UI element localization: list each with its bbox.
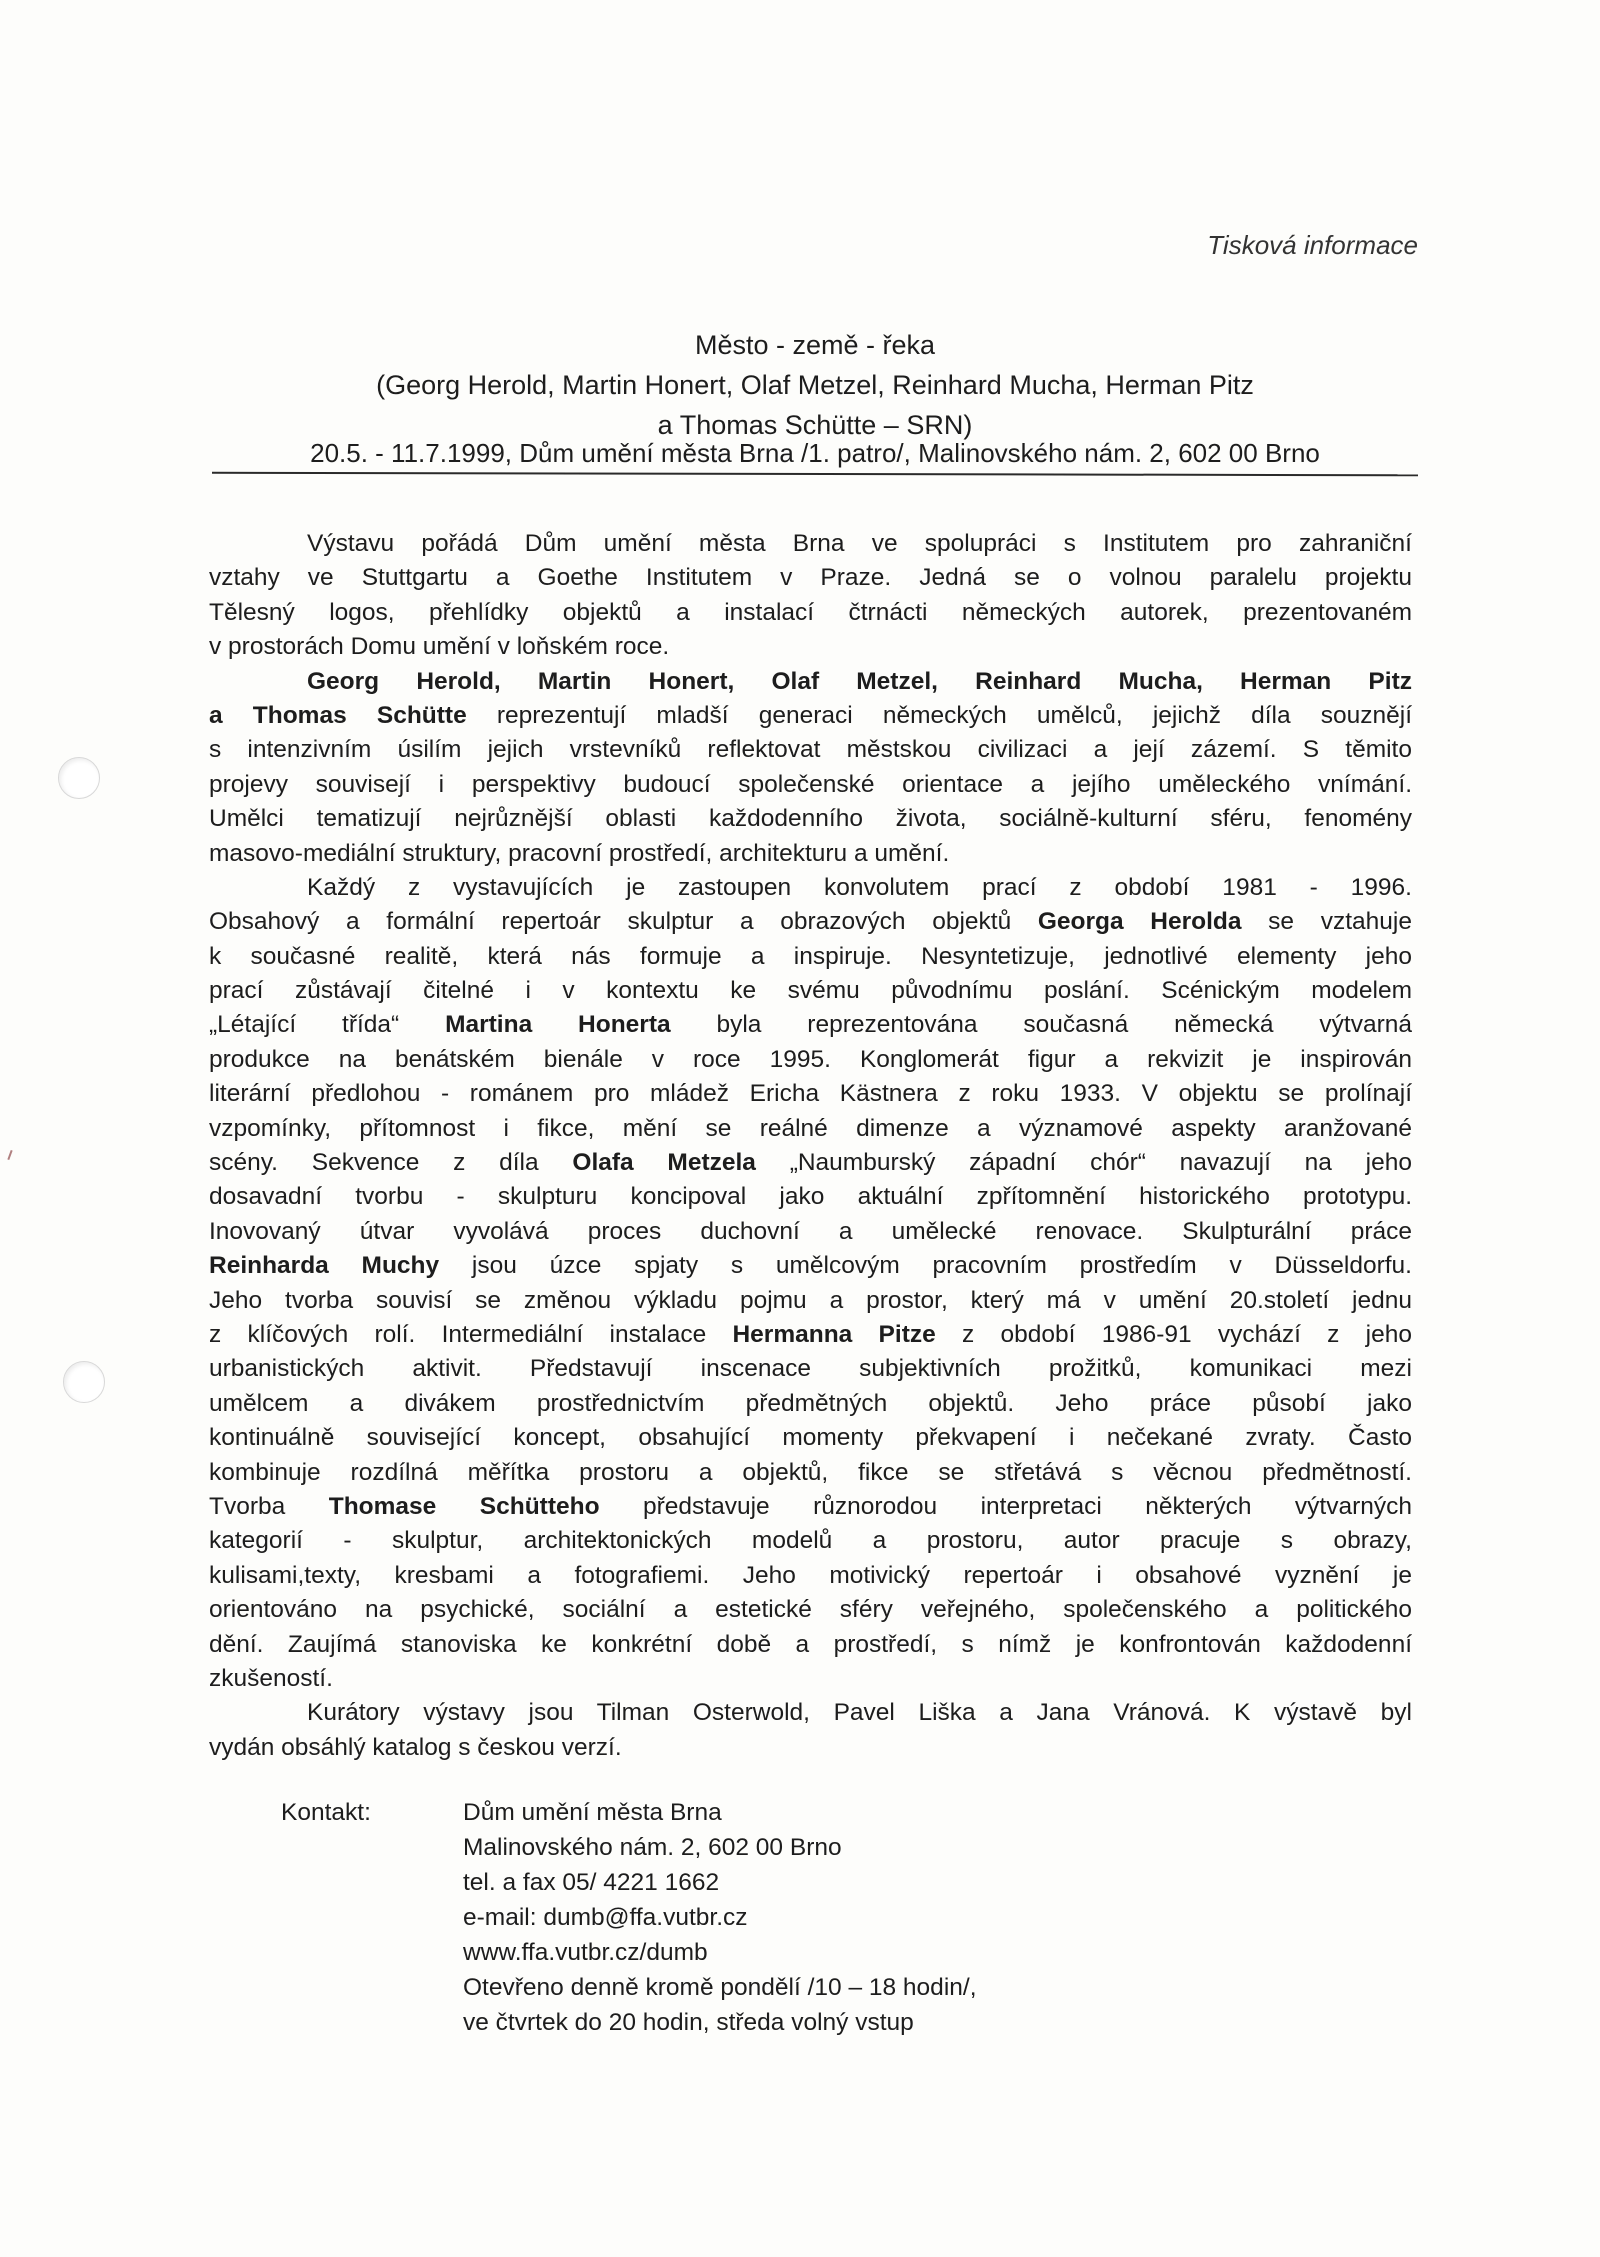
- text-segment: kontinuálně související koncept, obsahující momenty překvapení i nečekané zvraty. Často: [209, 1424, 1412, 1452]
- text-segment: k současné realitě, která nás formuje a inspiruje. Nesyntetizuje, jednotlivé elementy jeho: [209, 942, 1412, 970]
- contact-lines: [463, 1795, 977, 2040]
- text-segment: jsou úzce spjaty s umělcovým pracovním prostředím v Düsseldorfu.: [439, 1252, 1412, 1280]
- text-line: [209, 1146, 1412, 1180]
- text-segment: z období 1986-91 vychází z jeho: [935, 1320, 1413, 1348]
- text-line: [209, 940, 1412, 974]
- text-line: [209, 1284, 1412, 1318]
- press-release-label: Tisková informace: [1207, 230, 1418, 260]
- text-segment: prací zůstávají čitelné i v kontextu ke svému původnímu poslání. Scénickým modelem: [209, 977, 1412, 1005]
- text-line: [209, 1387, 1412, 1421]
- text-line: [209, 768, 1412, 802]
- text-segment: z klíčových rolí. Intermediální instalace: [209, 1320, 733, 1348]
- contact-label: Kontakt:: [281, 1799, 371, 1826]
- text-line: [209, 1318, 1412, 1352]
- text-segment: se vztahuje: [1241, 908, 1412, 936]
- text-line: [209, 561, 1412, 595]
- text-line: [209, 1731, 1412, 1765]
- text-line: [209, 837, 1412, 871]
- text-segment: projevy souvisejí i perspektivy budoucí společenské orientace a jejího uměleckého vnímání.: [209, 770, 1412, 798]
- text-segment: zkušeností.: [209, 1664, 333, 1692]
- text-segment: urbanistických aktivit. Představují inscenace subjektivních prožitků, komunikaci mezi: [209, 1355, 1412, 1383]
- text-segment: literární předlohou - románem pro mládež Ericha Kästnera z roku 1933. V objektu se prolínají: [209, 1080, 1412, 1108]
- text-segment: vzpomínky, přítomnost i fikce, mění se reálné dimenze a významové aspekty aranžované: [209, 1114, 1412, 1142]
- text-segment: kombinuje rozdílná měřítka prostoru a objektů, fikce se střetává s věcnou předmětností.: [209, 1458, 1412, 1486]
- text-segment: Umělci tematizují nejrůznější oblasti každodenního života, sociálně-kulturní sféru, fenomény: [209, 805, 1412, 833]
- text-segment: v prostorách Domu umění v loňském roce.: [209, 633, 670, 661]
- scan-speck: [7, 1150, 12, 1160]
- text-segment: Kurátory výstavy jsou Tilman Osterwold, Pavel Liška a Jana Vránová. K výstavě byl: [307, 1699, 1412, 1727]
- text-segment: Inovovaný útvar vyvolává proces duchovní a umělecké renovace. Skulpturální práce: [209, 1217, 1412, 1245]
- artist-name-bold: Georg Herold, Martin Honert, Olaf Metzel, Reinhard Mucha, Herman Pitz: [307, 667, 1412, 695]
- text-segment: „Naumburský západní chór“ navazují na jeho: [755, 1149, 1412, 1177]
- text-segment: kulisami,texty, kresbami a fotografiemi. Jeho motivický repertoár i obsahové vyznění je: [209, 1561, 1412, 1589]
- text-line: [209, 871, 1412, 905]
- contact-line: www.ffa.vutbr.cz/dumb: [463, 1939, 708, 1966]
- text-line: [209, 1352, 1412, 1386]
- punch-hole-mark: [63, 1361, 105, 1403]
- text-line: [209, 1456, 1412, 1490]
- text-segment: Každý z vystavujících je zastoupen konvolutem prací z období 1981 - 1996.: [307, 873, 1412, 901]
- contact-line: Otevřeno denně kromě pondělí /10 – 18 hodin/,: [463, 1974, 977, 2001]
- text-line: [209, 905, 1412, 939]
- text-line: [209, 596, 1412, 630]
- text-line: [209, 1180, 1412, 1214]
- artists-line: (Georg Herold, Martin Honert, Olaf Metzel, Reinhard Mucha, Herman Pitz: [376, 370, 1254, 400]
- text-segment: Jeho tvorba souvisí se změnou výkladu pojmu a prostor, který má v umění 20.století jednu: [209, 1286, 1412, 1314]
- text-segment: reprezentují mladší generaci německých umělců, jejichž díla souznějí: [466, 701, 1413, 729]
- text-segment: dosavadní tvorbu - skulpturu koncipoval jako aktuální zpřítomnění historického prototypu.: [209, 1183, 1412, 1211]
- text-segment: byla reprezentována současná německá výtvarná: [670, 1011, 1412, 1039]
- contact-line: tel. a fax 05/ 4221 1662: [463, 1869, 720, 1896]
- date-venue-line: 20.5. - 11.7.1999, Dům umění města Brna /1. patro/, Malinovského nám. 2, 602 00 Brno: [310, 438, 1320, 468]
- artist-name-bold: Hermanna Pitze: [732, 1320, 936, 1348]
- text-line: [209, 1008, 1412, 1042]
- text-line: [209, 802, 1412, 836]
- artist-name-bold: Martina Honerta: [445, 1011, 671, 1039]
- text-segment: vztahy ve Stuttgartu a Goethe Institutem v Praze. Jedná se o volnou paralelu projektu: [209, 564, 1412, 592]
- text-line: [209, 1215, 1412, 1249]
- title-line: Město - země - řeka: [694, 330, 936, 360]
- contact-line: ve čtvrtek do 20 hodin, středa volný vstup: [463, 2009, 914, 2036]
- punch-hole-mark: [58, 757, 100, 799]
- contact-line: Malinovského nám. 2, 602 00 Brno: [463, 1834, 842, 1861]
- text-line: [209, 1043, 1412, 1077]
- text-line: [209, 1696, 1412, 1730]
- artists-line: a Thomas Schütte – SRN): [657, 410, 973, 440]
- text-segment: Tělesný logos, přehlídky objektů a instalací čtrnácti německých autorek, prezentovaném: [209, 598, 1412, 626]
- artist-name-bold: a Thomas Schütte: [209, 701, 467, 729]
- document-title: [212, 325, 1418, 445]
- text-segment: produkce na benátském bienále v roce 1995. Konglomerát figur a rekvizit je inspirován: [209, 1045, 1412, 1073]
- text-segment: „Létající třída“: [209, 1011, 446, 1039]
- text-line: [209, 699, 1412, 733]
- text-line: [209, 1593, 1412, 1627]
- text-segment: umělcem a divákem prostřednictvím předmětných objektů. Jeho práce působí jako: [209, 1389, 1412, 1417]
- text-segment: představuje různorodou interpretaci některých výtvarných: [599, 1492, 1413, 1520]
- text-segment: s intenzivním úsilím jejich vrstevníků reflektovat městskou civilizaci a její zázemí. S těmito: [209, 736, 1412, 764]
- body-text: [209, 527, 1412, 1765]
- text-line: [209, 527, 1412, 561]
- text-line: [209, 630, 1412, 664]
- text-line: [209, 1421, 1412, 1455]
- text-segment: scény. Sekvence z díla: [209, 1149, 573, 1177]
- text-line: [209, 1077, 1412, 1111]
- artist-name-bold: Olafa Metzela: [572, 1149, 756, 1177]
- contact-line: Dům umění města Brna: [463, 1799, 722, 1826]
- text-segment: orientováno na psychické, sociální a estetické sféry veřejného, společenského a politického: [209, 1596, 1412, 1624]
- text-segment: masovo-mediální struktury, pracovní prostředí, architekturu a umění.: [209, 839, 950, 867]
- text-segment: Tvorba: [209, 1492, 329, 1520]
- text-line: [209, 1524, 1412, 1558]
- text-segment: vydán obsáhlý katalog s českou verzí.: [209, 1733, 622, 1761]
- text-line: [209, 1559, 1412, 1593]
- artist-name-bold: Georga Herolda: [1037, 908, 1242, 936]
- text-line: [209, 1662, 1412, 1696]
- text-line: [209, 1490, 1412, 1524]
- text-line: [209, 1112, 1412, 1146]
- title-underline-divider: [212, 472, 1418, 477]
- text-line: [209, 1628, 1412, 1662]
- contact-line: e-mail: dumb@ffa.vutbr.cz: [463, 1904, 748, 1931]
- text-segment: dění. Zaujímá stanoviska ke konkrétní době a prostředí, s nímž je konfrontován každodenní: [209, 1630, 1412, 1658]
- text-line: [209, 733, 1412, 767]
- text-line: [209, 1249, 1412, 1283]
- text-segment: Obsahový a formální repertoár skulptur a obrazových objektů: [209, 908, 1038, 936]
- artist-name-bold: Thomase Schütteho: [328, 1492, 600, 1520]
- text-segment: Výstavu pořádá Dům umění města Brna ve spolupráci s Institutem pro zahraniční: [307, 530, 1412, 557]
- artist-name-bold: Reinharda Muchy: [209, 1252, 440, 1280]
- text-segment: kategorií - skulptur, architektonických modelů a prostoru, autor pracuje s obrazy,: [209, 1527, 1412, 1555]
- text-line: [209, 665, 1412, 699]
- text-line: [209, 974, 1412, 1008]
